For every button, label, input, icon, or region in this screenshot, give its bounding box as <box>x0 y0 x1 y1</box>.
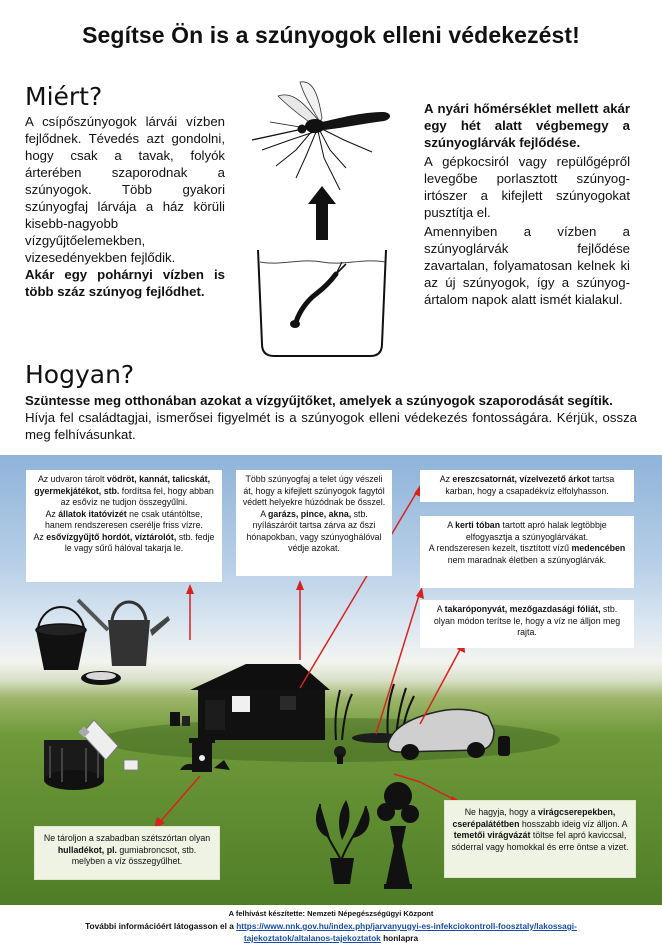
how-bold: Szüntesse meg otthonában azokat a vízgyűjtőket, amelyek a szúnyogok szaporodását segítik. <box>25 393 613 408</box>
watering-can-icon <box>78 600 170 666</box>
why-heading: Miért? <box>25 82 103 111</box>
tip-box-tarp <box>420 600 634 648</box>
tip-tarp: A takaróponyvát, mezőgazdasági fóliát, stb. olyan módon terítse le, hogy a víz ne álljon meg rajta. <box>433 604 621 637</box>
tip-box-gutter <box>420 470 634 502</box>
tip-plants: Ne hagyja, hogy a virágcserepekben, cserépalátétben hosszabb ideig víz álljon. A temetői virágvázát töltse fel apró kaviccsal, sóderral vagy homokkal és erre öntse a vizet. <box>451 807 629 852</box>
footer-link-continued[interactable]: tajekoztatok/altalanos-tajekoztatok <box>243 933 381 943</box>
tip-yard-2: Az állatok itatóvizét ne csak utántöltse, hanem rendszeresen cserélje friss vízre. <box>45 508 203 530</box>
tip-waste: Ne tároljon a szabadban szétszórtan olyan hulladékot, pl. gumiabroncsot, stb. melyben a víz összegyűlhet. <box>43 833 211 866</box>
why-left-bold: Akár egy pohárnyi vízben is több száz szúnyog fejlődhet. <box>25 267 225 299</box>
tip-box-waste <box>34 826 220 880</box>
can-icon <box>124 760 138 770</box>
tip-box-yard <box>26 470 222 582</box>
bucket-icon <box>36 607 86 670</box>
why-right-paragraph-1: A gépkocsiról vagy repülőgépről levegőbe porlasztott szúnyog-irtószer a kifejlett szúnyogokat pusztítja el. <box>424 154 630 220</box>
tip-yard-1: Az udvaron tárolt vödröt, kannát, talicskát, gyermekjátékot, stb. fordítsa fel, hogy abban az esővíz ne tudjon összegyűlni. <box>34 474 214 507</box>
vase-icon <box>377 782 419 889</box>
tip-winter: Több szúnyogfaj a telet úgy vészeli át, hogy a kifejlett szúnyogok fagytól védett helyekre húzódnak be ősszel. A garázs, pince, akna, stb. nyílászáróit tartsa zárva az őszi hónapokban, vagy szúnyoghálóval védje azokat. <box>242 474 386 553</box>
house-icon <box>190 664 330 740</box>
plant-icon <box>316 800 370 884</box>
footer <box>0 908 662 944</box>
footer-link[interactable]: https://www.nnk.gov.hu/index.php/jarvanyugyi-es-infekciokontroll-foosztaly/lakossagi- <box>236 921 577 931</box>
tip-box-plants <box>444 800 636 878</box>
footer-info: További információért látogasson el a https://www.nnk.gov.hu/index.php/jarvanyugyi-es-infekciokontroll-foosztaly/lakossagi- <box>85 921 577 931</box>
why-left-paragraph: A csípőszúnyogok lárvái vízben fejlődnek. Tévedés azt gondolni, hogy csak a tavak, folyók árterében szaporodnak a szúnyogok. Több gyakori szúnyogfaj lárvája a ház körüli kisebb-nagyobb vízgyűjtőelemekben, vizesedényekben fejlődik. <box>25 114 225 265</box>
tip-gutter: Az ereszcsatornát, vízelvezető árkot tartsa karban, hogy a csapadékvíz elfolyhasson. <box>439 474 615 496</box>
why-right-bold: A nyári hőmérséklet mellett akár egy hét alatt végbemegy a szúnyoglárvák fejlődése. <box>424 101 630 150</box>
how-paragraph: Hívja fel családtagjai, ismerősei figyelmét is a szúnyogok elleni védekezés fontosságára. Kérjük, ossza meg felhívásunkat. <box>25 410 637 442</box>
footer-info-line-2: tajekoztatok/altalanos-tajekoztatok honlapra <box>243 933 419 943</box>
how-heading: Hogyan? <box>25 360 135 389</box>
tip-pond: A kerti tóban tartott apró halak legtöbbje elfogyasztja a szúnyoglárvákat. <box>447 520 607 542</box>
tip-box-winter <box>236 470 392 576</box>
why-right-paragraph-2: Amennyiben a vízben a szúnyoglárvák fejlődése zavartalan, folyamatosan kelnek ki az új szúnyogok, így a szúnyog-ártalom napok alatt ismét kialakul. <box>424 224 630 307</box>
tip-box-pond <box>420 516 634 588</box>
tip-pool: A rendszeresen kezelt, tisztított vízű medencében nem maradnak életben a szúnyoglárvák. <box>428 543 626 565</box>
tray-icon <box>81 671 121 685</box>
footer-credit: A felhívást készítette: Nemzeti Népegészségügyi Központ <box>228 909 434 918</box>
page-title: Segítse Ön is a szúnyogok elleni védekezést! <box>82 22 580 48</box>
tip-yard-3: Az esővízgyűjtő hordót, víztárolót, stb. fedje le vagy sűrű hálóval takarja le. <box>33 531 215 553</box>
